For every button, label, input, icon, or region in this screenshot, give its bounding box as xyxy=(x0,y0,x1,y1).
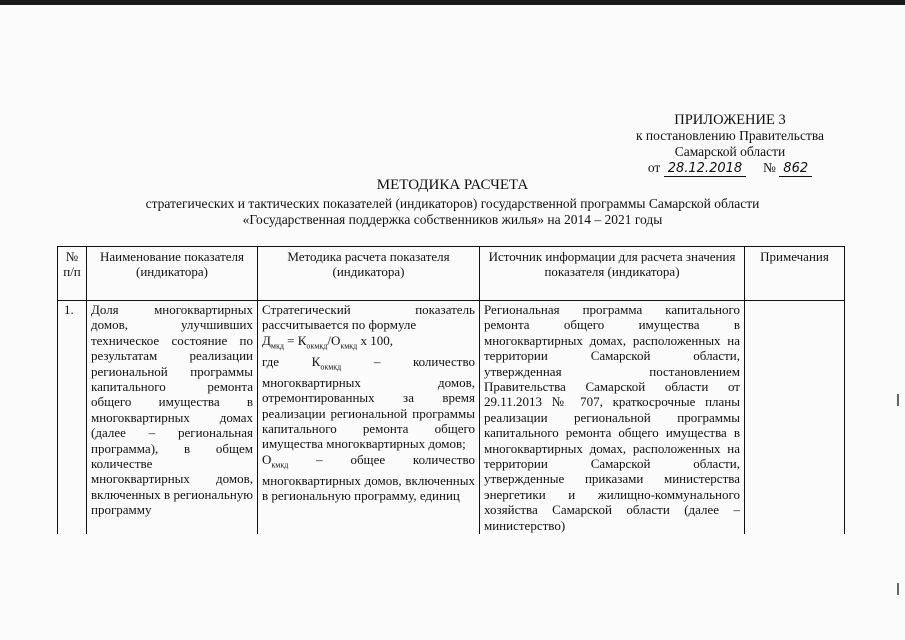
formula-d: Д xyxy=(262,332,271,348)
formula-o: О xyxy=(330,332,341,348)
document-subtitle xyxy=(60,196,845,228)
cell-method xyxy=(258,301,480,535)
appendix-date-line xyxy=(600,160,860,177)
date-prefix: от xyxy=(647,160,661,175)
k-def-sub: окмкд xyxy=(320,362,342,372)
table-header-row xyxy=(58,247,845,301)
formula-o-sub: кмкд xyxy=(340,341,358,351)
method-intro: Стратегический показатель рассчитывается по формуле xyxy=(262,302,475,333)
number-prefix: № xyxy=(763,160,776,175)
formula-tail: x 100, xyxy=(357,332,393,348)
cell-source: Региональная программа капитального ремонта общего имущества в многоквартирных домах, расположенных на территории Самарской области, утвержденная постановлением Правительства Самарской области от 29.11.2013 № 707, краткосрочные планы реализации региональной программы капитального ремонта общего имущества в многоквартирных домах, расположенных на территории Самарской области, утвержденные приказами министерства энергетики и жилищно-коммунального хозяйства Самарской области (далее – министерство) xyxy=(480,301,745,535)
formula-eq: = xyxy=(283,332,298,348)
o-def-text: – общее количество многоквартирных домов, включенных в региональную программу, единиц xyxy=(262,451,475,504)
scan-mark xyxy=(897,583,899,595)
header-name: Наименование показателя (индикатора) xyxy=(87,247,258,301)
formula-d-sub: мкд xyxy=(270,341,284,351)
k-def-text: – количество многоквартирных домов, отремонтированных за время реализации региональной программы капитального ремонта общего имущества многоквартирных домов; xyxy=(262,353,475,452)
method-k-def xyxy=(262,354,475,452)
k-def-prefix: где К xyxy=(262,353,321,369)
document-title: МЕТОДИКА РАСЧЕТА xyxy=(376,177,529,193)
formula-k-sub: окмкд xyxy=(306,341,328,351)
subtitle-line2: «Государственная поддержка собственников жилья» на 2014 – 2021 годы xyxy=(242,212,663,227)
scan-edge xyxy=(0,0,905,5)
header-notes: Примечания xyxy=(745,247,845,301)
appendix-line1: к постановлению Правительства xyxy=(635,128,825,143)
table-row xyxy=(58,301,845,535)
formula-k: К xyxy=(297,332,307,348)
cell-num: 1. xyxy=(58,301,87,535)
scan-mark xyxy=(897,394,899,406)
formula-slash: / xyxy=(327,332,331,348)
method-o-def xyxy=(262,452,475,503)
cell-name: Доля многоквартирных домов, улучшивших техническое состояние по результатам реализации региональной программы капитального ремонта общего имущества в многоквартирных домах (далее – региональная программа), в общем количестве многоквартирных домов, включенных в региональную программу xyxy=(87,301,258,535)
header-method: Методика расчета показателя (индикатора) xyxy=(258,247,480,301)
appendix-title: ПРИЛОЖЕНИЕ 3 xyxy=(674,112,786,128)
appendix-number: 862 xyxy=(779,161,812,177)
indicator-table xyxy=(57,246,845,534)
appendix-block xyxy=(600,112,860,177)
appendix-date: 28.12.2018 xyxy=(664,161,746,177)
method-formula xyxy=(262,332,393,351)
o-def-prefix: О xyxy=(262,451,272,467)
cell-notes xyxy=(745,301,845,535)
header-num: № п/п xyxy=(58,247,87,301)
subtitle-line1: стратегических и тактических показателей (индикаторов) государственной программы Самарской области xyxy=(145,196,760,211)
appendix-line2: Самарской области xyxy=(674,144,786,159)
o-def-sub: кмкд xyxy=(271,460,289,470)
header-source: Источник информации для расчета значения показателя (индикатора) xyxy=(480,247,745,301)
